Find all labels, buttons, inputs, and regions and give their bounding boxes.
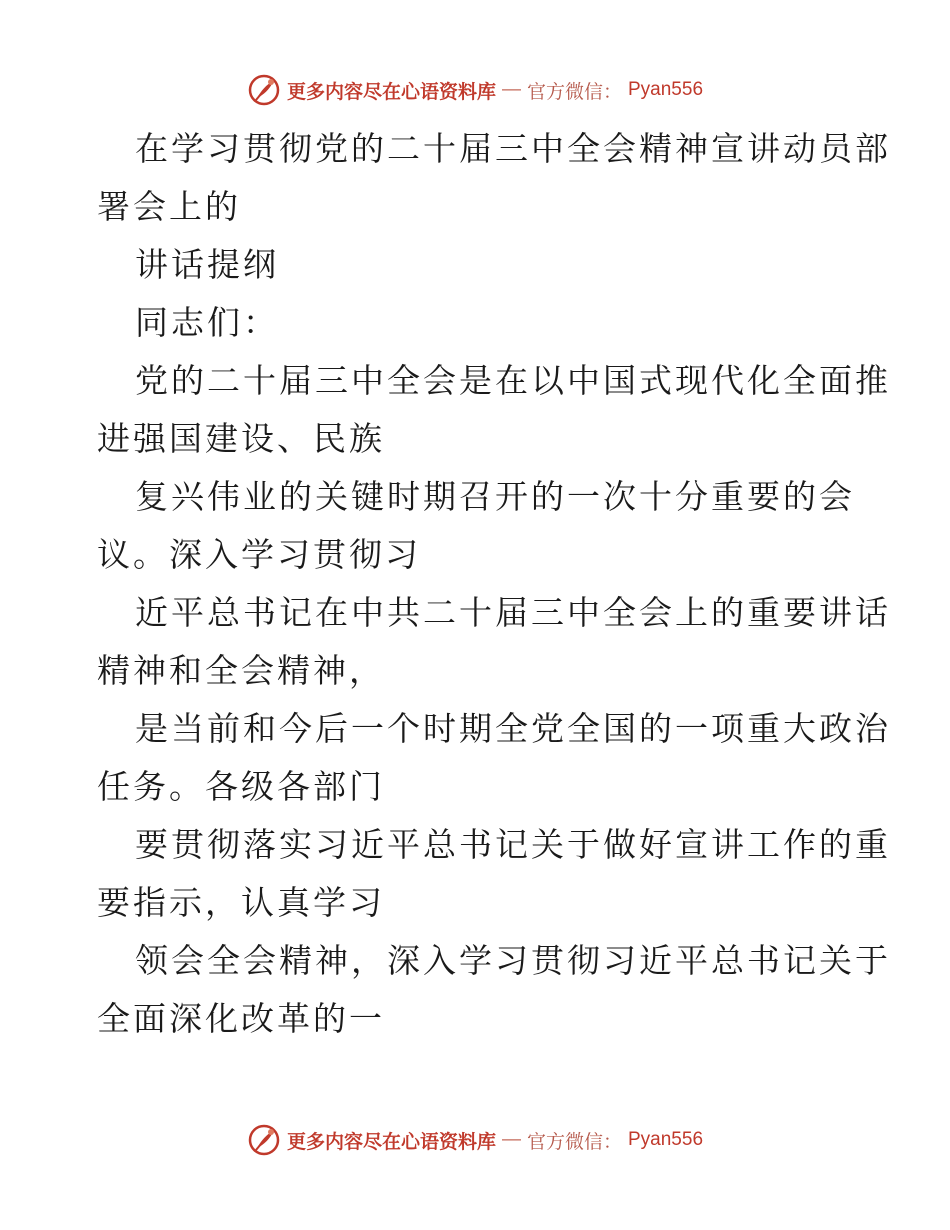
document-body — [97, 120, 891, 1048]
feather-pen-icon — [247, 73, 281, 107]
body-line: 进强国建设、民族 — [97, 419, 385, 458]
banner-separator: — — [501, 1129, 521, 1150]
banner-separator: — — [501, 79, 521, 100]
body-line: 要贯彻落实习近平总书记关于做好宣讲工作的重 — [135, 825, 891, 864]
site-name: 更多内容尽在心语资料库 — [286, 80, 496, 103]
feather-pen-icon — [247, 1123, 281, 1157]
body-line: 是当前和今后一个时期全党全国的一项重大政治 — [135, 709, 891, 748]
body-line: 同志们： — [135, 303, 279, 342]
body-line: 近平总书记在中共二十届三中全会上的重要讲话 — [135, 593, 891, 632]
body-line: 任务。各级各部门 — [97, 767, 385, 806]
body-line: 议。深入学习贯彻习 — [97, 535, 421, 574]
wechat-label: 官方微信： — [526, 80, 622, 103]
site-name: 更多内容尽在心语资料库 — [286, 1130, 496, 1153]
body-line: 全面深化改革的一 — [97, 999, 385, 1038]
header-watermark-banner — [0, 70, 950, 110]
body-line: 精神和全会精神， — [97, 651, 385, 690]
body-line: 讲话提纲 — [135, 245, 279, 284]
wechat-id: Pyan556 — [628, 79, 704, 100]
wechat-label: 官方微信： — [526, 1130, 622, 1153]
wechat-id: Pyan556 — [628, 1129, 704, 1150]
body-line: 署会上的 — [97, 187, 241, 226]
footer-watermark-banner — [0, 1120, 950, 1160]
body-line: 领会全会精神，深入学习贯彻习近平总书记关于 — [135, 941, 891, 980]
body-line: 复兴伟业的关键时期召开的一次十分重要的会 — [135, 477, 855, 516]
body-line: 在学习贯彻党的二十届三中全会精神宣讲动员部 — [135, 129, 891, 168]
body-line: 要指示，认真学习 — [97, 883, 385, 922]
body-line: 党的二十届三中全会是在以中国式现代化全面推 — [135, 361, 891, 400]
